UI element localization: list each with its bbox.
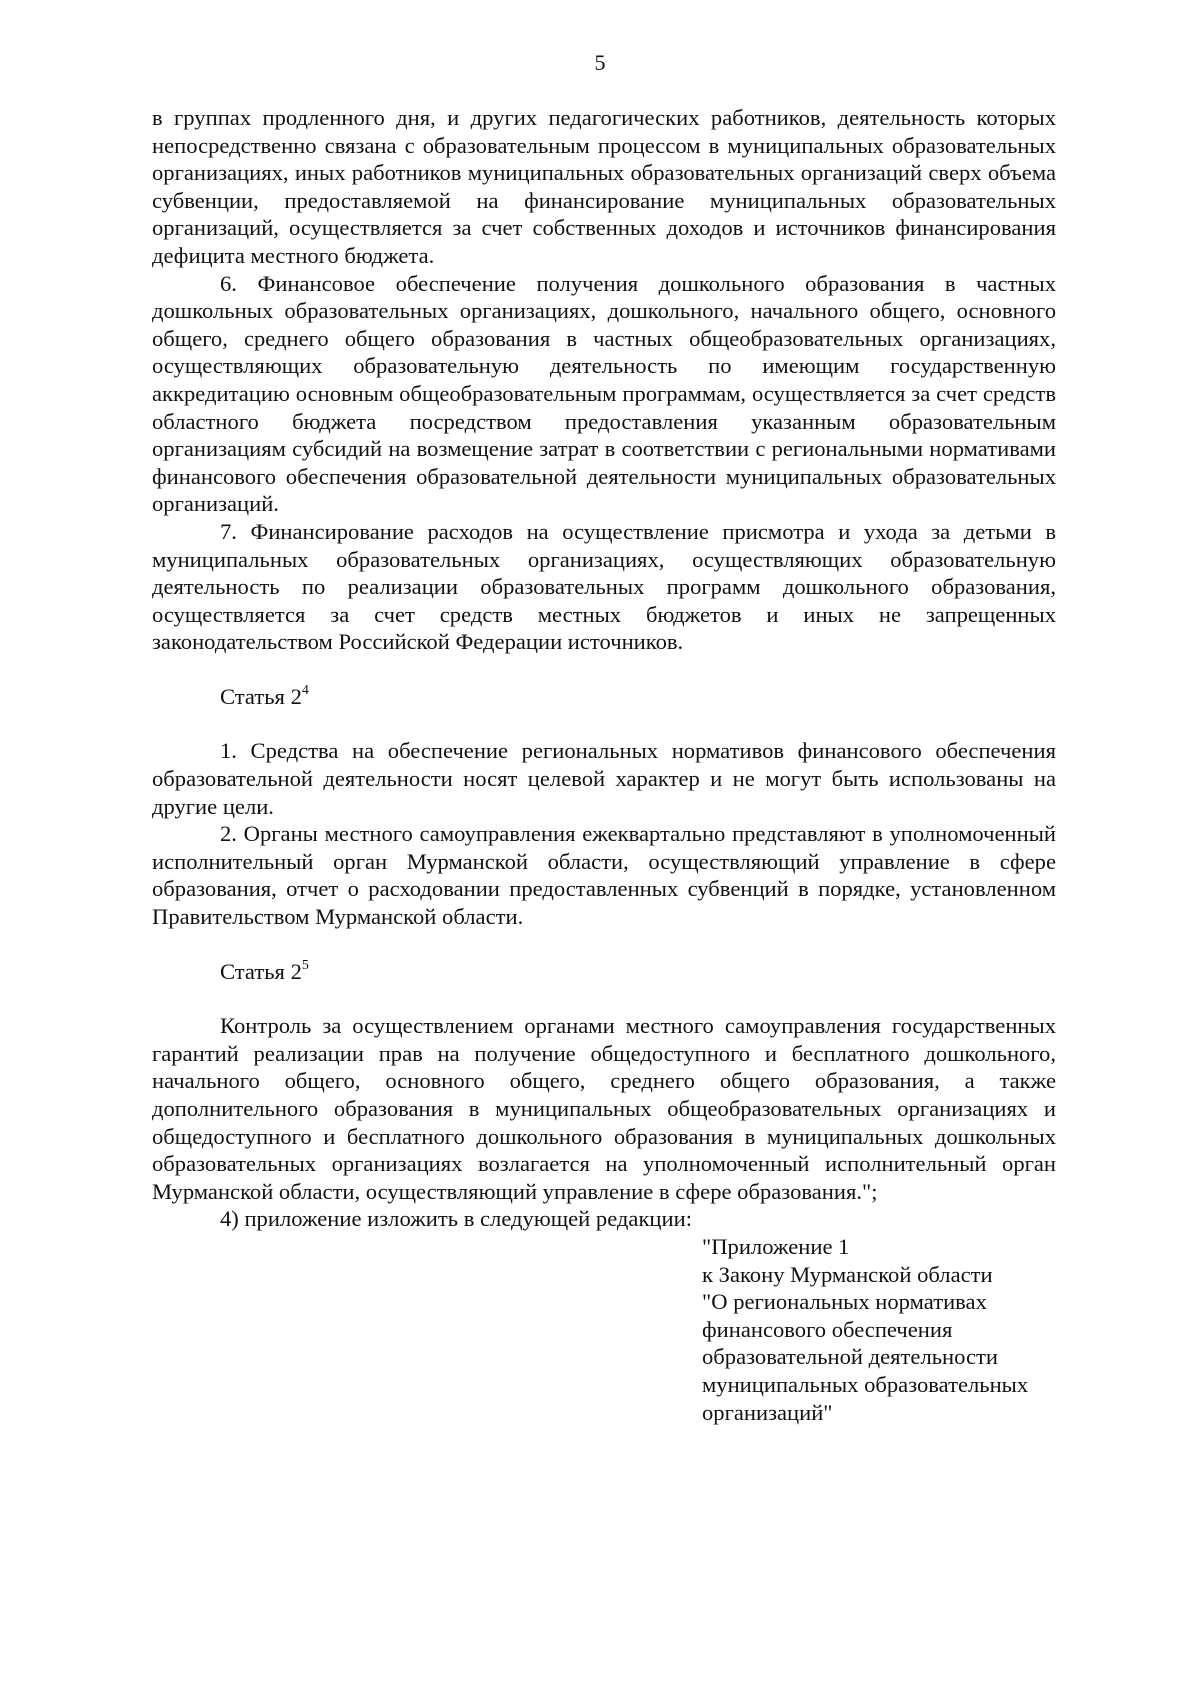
article-2-4-heading-text: Статья 2 xyxy=(220,683,302,709)
article-2-5-heading-text: Статья 2 xyxy=(220,958,302,984)
appendix-line: к Закону Мурманской области xyxy=(702,1261,993,1287)
article-2-4-item-2: 2. Органы местного самоуправления ежеквартально представляют в уполномоченный исполнительный орган Мурманской области, осуществляющий управление в сфере образования, отчет о расходовании предоставленных субвенций в порядке, установленном Правительством Мурманской области. xyxy=(152,821,1056,930)
appendix-line: организаций" xyxy=(702,1399,833,1425)
appendix-line: финансового обеспечения xyxy=(702,1316,953,1342)
article-2-4-heading xyxy=(152,683,1056,711)
page-number: 5 xyxy=(594,50,606,75)
appendix-caption xyxy=(702,1233,1056,1426)
article-2-4-superscript: 4 xyxy=(301,682,309,698)
document-body xyxy=(152,104,1056,1426)
paragraph-item-4: 4) приложение изложить в следующей редакции: xyxy=(220,1206,692,1232)
appendix-line: образовательной деятельности xyxy=(702,1344,998,1370)
article-2-5-superscript: 5 xyxy=(301,957,309,973)
paragraph-item-7: 7. Финансирование расходов на осуществление присмотра и ухода за детьми в муниципальных образовательных организациях, осуществляющих образовательную деятельность по реализации образовательных программ дошкольного образования, осуществляется за счет средств местных бюджетов и иных не запрещенных законодательством Российской Федерации источников. xyxy=(152,518,1056,655)
article-2-4-item-1: 1. Средства на обеспечение региональных нормативов финансового обеспечения образовательной деятельности носят целевой характер и не могут быть использованы на другие цели. xyxy=(152,738,1056,819)
paragraph-item-6: 6. Финансовое обеспечение получения дошкольного образования в частных дошкольных образовательных организациях, дошкольного, начального общего, основного общего, среднего общего образования в частных общеобразовательных организациях, осуществляющих образовательную деятельность по имеющим государственную аккредитацию основным общеобразовательным программам, осуществляется за счет средств областного бюджета посредством предоставления указанным образовательным организациям субсидий на возмещение затрат в соответствии с региональными нормативами финансового обеспечения образовательной деятельности муниципальных образовательных организаций. xyxy=(152,270,1056,517)
appendix-line: "О региональных нормативах xyxy=(702,1289,987,1315)
paragraph-continuation: в группах продленного дня, и других педагогических работников, деятельность которых непосредственно связана с образовательным процессом в муниципальных образовательных организациях, иных работников муниципальных образовательных организаций сверх объема субвенции, предоставляемой на финансирование муниципальных образовательных организаций, осуществляется за счет собственных доходов и источников финансирования дефицита местного бюджета. xyxy=(152,105,1056,268)
article-2-5-heading xyxy=(152,958,1056,986)
article-2-5-text: Контроль за осуществлением органами местного самоуправления государственных гарантий реализации прав на получение общедоступного и бесплатного дошкольного, начального общего, основного общего, среднего общего образования, а также дополнительного образования в муниципальных общеобразовательных организациях и общедоступного и бесплатного дошкольного образования в муниципальных дошкольных образовательных организациях возлагается на уполномоченный исполнительный орган Мурманской области, осуществляющий управление в сфере образования."; xyxy=(152,1013,1056,1204)
appendix-line: "Приложение 1 xyxy=(702,1233,850,1259)
appendix-line: муниципальных образовательных xyxy=(702,1371,1029,1397)
